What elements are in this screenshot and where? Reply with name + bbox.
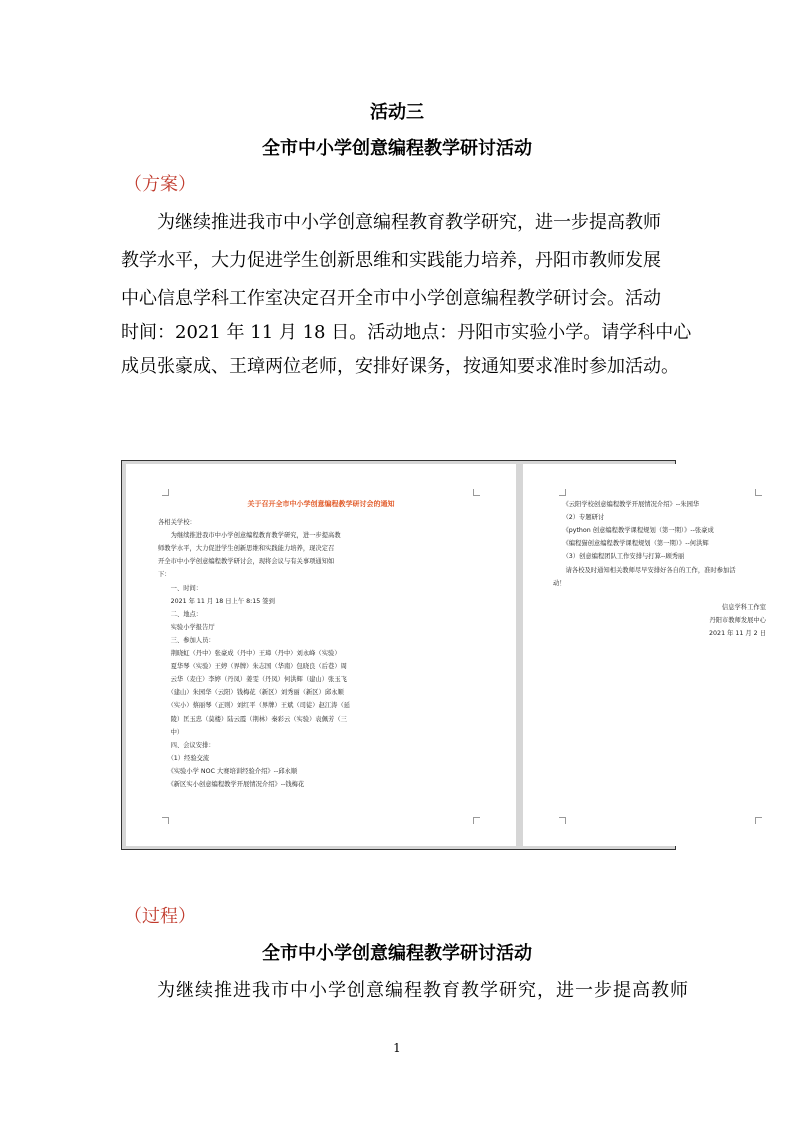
notice-left-line: 师教学水平，大力促进学生创新思维和实践能力培养，现决定召: [158, 545, 335, 553]
notice-left-line: 中）: [158, 728, 184, 736]
notice-left-line: 二、地点：: [158, 610, 203, 618]
notice-right-line: 《python 创意编程教学课程规划（第一期）》--张豪成: [553, 527, 714, 535]
plan-line-3: 中心信息学科工作室决定召开全市中小学创意编程教学研讨会。活动: [121, 288, 661, 309]
plan-line-5: 成员张豪成、王璋两位老师，安排好课务，按通知要求准时参加活动。: [121, 356, 679, 377]
plan-line-1: 为继续推进我市中小学创意编程教育教学研究，进一步提高教师: [157, 212, 661, 233]
signature-date: 2021 年 11 月 2 日: [709, 630, 766, 637]
notice-right-line: （3）创意编程团队工作安排与打算--顾秀丽: [553, 553, 685, 561]
notice-left-line: 云华（麦庄）李婷（丹凤）姜雯（丹凤）何洪辉（建山）张玉飞: [158, 676, 347, 684]
notice-left-line: 下：: [158, 571, 171, 579]
notice-page-left: [126, 464, 516, 846]
notice-right-line: 《编程猫创意编程教学课程规划（第一期）》--何洪辉: [553, 540, 709, 548]
notice-left-line: 2021 年 11 月 18 日上午 8:15 签到: [158, 597, 275, 605]
notice-left-line: 夏华琴（实验）王婷（界牌）朱志国（华南）包晓良（后巷）周: [158, 663, 347, 671]
process-title: 全市中小学创意编程教学研讨活动: [262, 943, 532, 964]
process-section-label: （过程）: [124, 906, 196, 927]
corner-mark: [559, 489, 566, 496]
corner-mark: [755, 489, 762, 496]
notice-page-right: [523, 464, 794, 846]
corner-mark: [755, 817, 762, 824]
notice-right-line: 动！: [553, 579, 566, 587]
corner-mark: [559, 817, 566, 824]
plan-line-4: 时间：2021 年 11 月 18 日。活动地点：丹阳市实验小学。请学科中心: [121, 322, 692, 343]
notice-left-line: （实小）蔡丽琴（正则）刘红平（界牌）王斌（司徒）赵江涛（延: [158, 702, 351, 710]
corner-mark: [162, 817, 169, 824]
notice-left-line: （建山）朱园华（云阳）钱梅花（新区）刘秀丽（新区）邱永顺: [158, 689, 344, 697]
activity-title: 全市中小学创意编程教学研讨活动: [262, 138, 532, 159]
notice-screenshot: [121, 460, 766, 850]
plan-section-label: （方案）: [124, 174, 196, 195]
page-number: 1: [393, 1041, 401, 1055]
process-paragraph: 为继续推进我市中小学创意编程教育教学研究，进一步提高教师: [157, 980, 689, 1001]
activity-heading: 活动三: [370, 102, 424, 123]
signature-center: 丹阳市教师发展中心: [709, 617, 766, 624]
corner-mark: [473, 489, 480, 496]
corner-mark: [162, 489, 169, 496]
corner-mark: [473, 817, 480, 824]
notice-left-line: 各相关学校：: [158, 519, 196, 526]
plan-line-2: 教学水平，大力促进学生创新思维和实践能力培养，丹阳市教师发展: [121, 250, 661, 271]
notice-left-line: 实验小学报告厅: [158, 623, 215, 631]
notice-title: 关于召开全市中小学创意编程教学研讨会的通知: [247, 500, 395, 508]
notice-left-line: 《实验小学 NOC 大赛培训经验介绍》--邱永顺: [158, 767, 298, 775]
notice-left-line: 荆晓虹（丹中）张豪成（丹中）王璋（丹中）刘永峰（实验）: [158, 650, 341, 657]
notice-right-line: 《云阳学校创意编程教学开展情况介绍》--朱园华: [553, 501, 700, 508]
notice-left-line: 为继续推进我市中小学创意编程教育教学研究，进一步提高教: [158, 532, 341, 540]
notice-left-line: 四、会议安排：: [158, 741, 215, 749]
notice-left-line: （1）经验交流: [158, 754, 210, 762]
notice-left-line: 开全市中小学创意编程教学研讨会，现将会议与有关事项通知如: [158, 558, 335, 566]
notice-left-line: 一、时间：: [158, 584, 203, 592]
notice-left-line: 三、参加人员：: [158, 636, 215, 644]
notice-left-line: 《新区实小创意编程教学开展情况介绍》--钱梅花: [158, 781, 305, 788]
signature-office: 信息学科工作室: [721, 604, 766, 611]
notice-right-line: （2）专题研讨: [553, 514, 605, 522]
notice-right-line: 请各校及时通知相关教师尽早安排好各自的工作，准时参加活: [553, 566, 736, 574]
notice-left-line: 陵）匡玉忠（莫楼）陆云霞（荆林）秦彩云（实验）袁佩芳（三: [158, 715, 347, 723]
